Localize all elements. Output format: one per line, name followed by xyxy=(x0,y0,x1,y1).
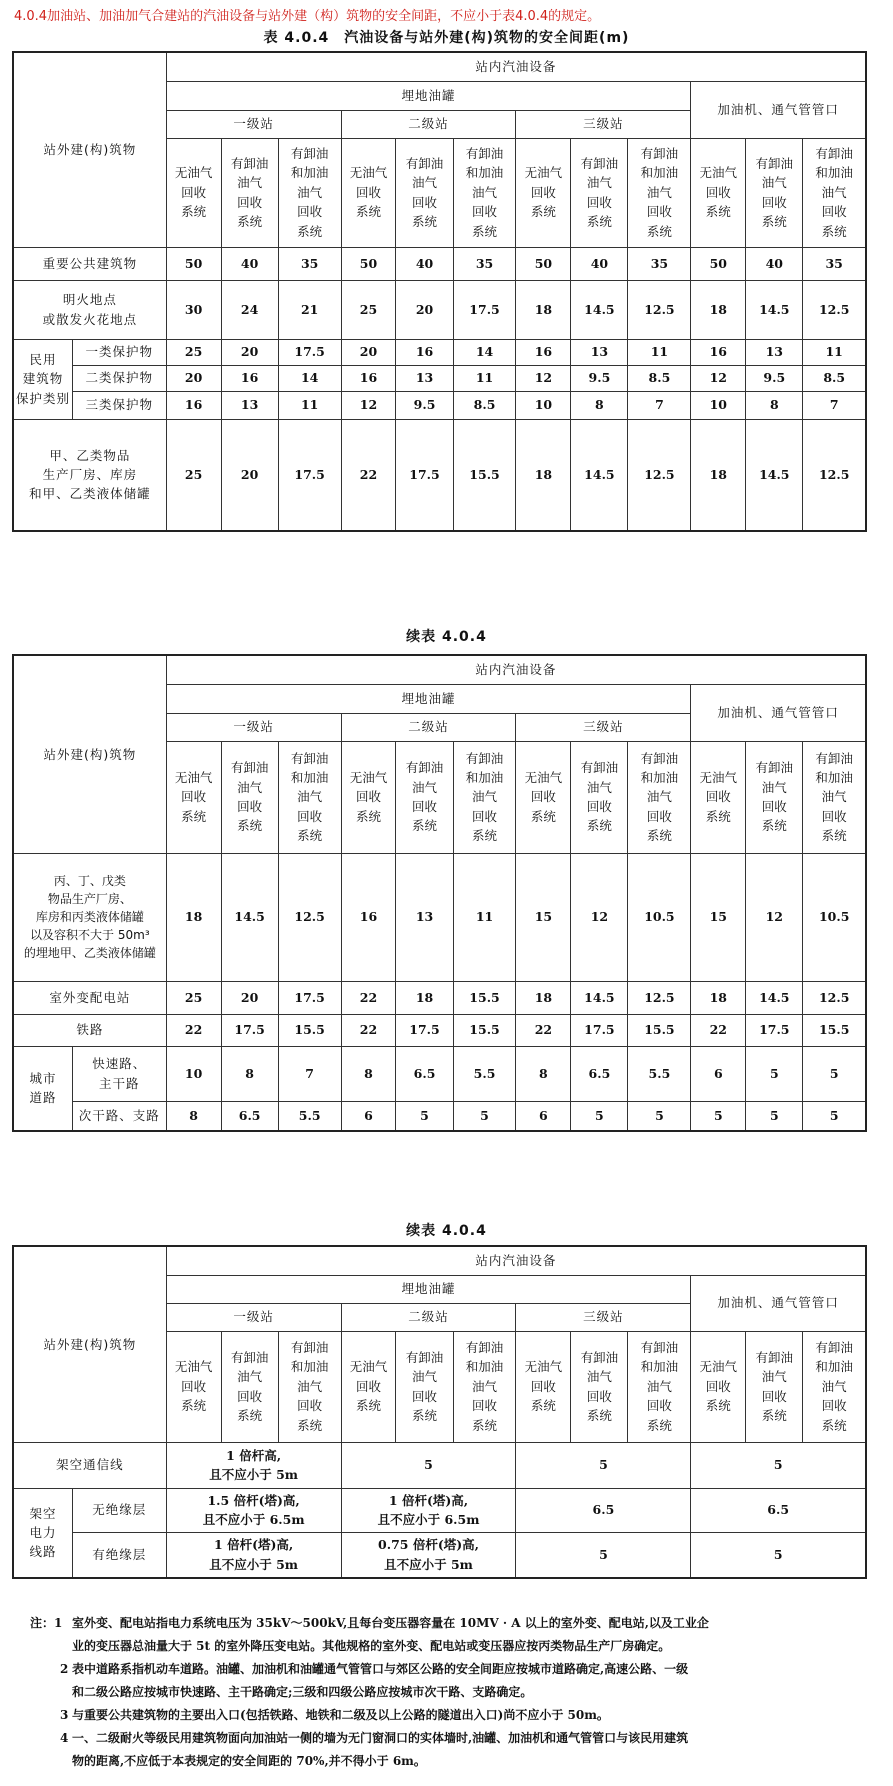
sub-header-c: 有卸油 和加油 油气 回收 系统 xyxy=(803,1331,866,1442)
value-cell: 17.5 xyxy=(453,280,516,339)
table2-caption: 续表 4.0.4 xyxy=(406,629,487,645)
header-grade2: 二级站 xyxy=(341,713,516,741)
sub-header-b: 有卸油 油气 回收 系统 xyxy=(396,138,453,247)
row-label: 甲、乙类物品 生产厂房、库房 和甲、乙类液体储罐 xyxy=(13,419,166,531)
value-cell: 6.5 xyxy=(221,1101,278,1131)
value-cell: 5 xyxy=(341,1442,516,1488)
table-row xyxy=(13,853,866,981)
sub-header-b: 有卸油 油气 回收 系统 xyxy=(221,1331,278,1442)
value-cell: 5.5 xyxy=(453,1046,516,1101)
value-cell: 11 xyxy=(628,339,691,365)
value-cell: 15.5 xyxy=(453,1014,516,1046)
value-cell: 17.5 xyxy=(221,1014,278,1046)
row-label: 室外变配电站 xyxy=(13,981,166,1014)
value-cell: 5 xyxy=(746,1101,803,1131)
value-cell: 25 xyxy=(166,339,221,365)
value-cell: 5 xyxy=(803,1046,866,1101)
sub-header-a: 无油气 回收 系统 xyxy=(166,138,221,247)
value-cell: 22 xyxy=(341,1014,396,1046)
header-outside: 站外建(构)筑物 xyxy=(13,655,166,853)
table-row xyxy=(13,339,866,365)
header-equipment: 站内汽油设备 xyxy=(166,655,866,684)
value-cell: 21 xyxy=(278,280,341,339)
note-item xyxy=(30,1704,870,1727)
value-cell: 6 xyxy=(341,1101,396,1131)
value-cell: 5 xyxy=(516,1442,691,1488)
table3 xyxy=(12,1245,867,1579)
sub-header-a: 无油气 回收 系统 xyxy=(691,1331,746,1442)
note-text: 室外变、配电站指电力系统电压为 35kV～500kV,且每台变压器容量在 10MV · A 以上的室外变、配电站,以及工业企 业的变压器总油量大于 5t 的室外降压变电站。其他规格的室外变、配电站或变压器应按丙类物品生产厂房确定。 xyxy=(72,1616,709,1653)
table-row xyxy=(13,1014,866,1046)
sub-header-a: 无油气 回收 系统 xyxy=(691,741,746,853)
value-cell: 50 xyxy=(341,247,396,280)
row-label: 明火地点 或散发火花地点 xyxy=(13,280,166,339)
value-cell: 1.5 倍杆(塔)高, 且不应小于 6.5m xyxy=(166,1488,341,1532)
value-cell: 40 xyxy=(746,247,803,280)
value-cell: 12.5 xyxy=(278,853,341,981)
value-cell: 12 xyxy=(746,853,803,981)
sub-header-b: 有卸油 油气 回收 系统 xyxy=(221,138,278,247)
value-cell: 13 xyxy=(746,339,803,365)
note-text: 与重要公共建筑物的主要出入口(包括铁路、地铁和二级及以上公路的隧道出入口)尚不应小于 50m。 xyxy=(72,1708,609,1722)
value-cell: 11 xyxy=(453,853,516,981)
value-cell: 8 xyxy=(221,1046,278,1101)
value-cell: 15.5 xyxy=(453,419,516,531)
value-cell: 13 xyxy=(221,391,278,419)
header-grade2: 二级站 xyxy=(341,1303,516,1331)
value-cell: 5 xyxy=(628,1101,691,1131)
value-cell: 15.5 xyxy=(278,1014,341,1046)
row-label: 三类保护物 xyxy=(72,391,166,419)
header-equipment: 站内汽油设备 xyxy=(166,1246,866,1275)
sub-header-b: 有卸油 油气 回收 系统 xyxy=(221,741,278,853)
value-cell: 18 xyxy=(516,280,571,339)
value-cell: 40 xyxy=(571,247,628,280)
value-cell: 16 xyxy=(341,853,396,981)
header-grade1: 一级站 xyxy=(166,110,341,138)
row-label: 铁路 xyxy=(13,1014,166,1046)
sub-header-b: 有卸油 油气 回收 系统 xyxy=(571,138,628,247)
value-cell: 25 xyxy=(166,419,221,531)
value-cell: 15 xyxy=(691,853,746,981)
value-cell: 11 xyxy=(453,365,516,391)
row-label: 架空通信线 xyxy=(13,1442,166,1488)
note-number: 4 xyxy=(60,1731,69,1745)
value-cell: 16 xyxy=(341,365,396,391)
header-grade1: 一级站 xyxy=(166,713,341,741)
value-cell: 5 xyxy=(396,1101,453,1131)
value-cell: 5 xyxy=(516,1532,691,1578)
sub-header-b: 有卸油 油气 回收 系统 xyxy=(571,1331,628,1442)
value-cell: 14.5 xyxy=(746,280,803,339)
header-grade1: 一级站 xyxy=(166,1303,341,1331)
sub-header-c: 有卸油 和加油 油气 回收 系统 xyxy=(628,1331,691,1442)
value-cell: 12 xyxy=(341,391,396,419)
value-cell: 5 xyxy=(691,1101,746,1131)
value-cell: 12.5 xyxy=(628,419,691,531)
sub-header-c: 有卸油 和加油 油气 回收 系统 xyxy=(278,138,341,247)
table-row xyxy=(13,1101,866,1131)
sub-header-a: 无油气 回收 系统 xyxy=(516,138,571,247)
value-cell: 7 xyxy=(278,1046,341,1101)
value-cell: 1 倍杆(塔)高, 且不应小于 5m xyxy=(166,1532,341,1578)
value-cell: 15 xyxy=(516,853,571,981)
value-cell: 18 xyxy=(396,981,453,1014)
value-cell: 12.5 xyxy=(803,419,866,531)
value-cell: 20 xyxy=(221,419,278,531)
value-cell: 7 xyxy=(803,391,866,419)
header-outside: 站外建(构)筑物 xyxy=(13,52,166,247)
value-cell: 5 xyxy=(691,1532,866,1578)
value-cell: 22 xyxy=(341,419,396,531)
sub-header-a: 无油气 回收 系统 xyxy=(341,138,396,247)
value-cell: 50 xyxy=(691,247,746,280)
sub-header-b: 有卸油 油气 回收 系统 xyxy=(746,1331,803,1442)
value-cell: 17.5 xyxy=(278,339,341,365)
value-cell: 6.5 xyxy=(396,1046,453,1101)
note-number: 注：1 xyxy=(30,1616,63,1630)
value-cell: 12.5 xyxy=(628,280,691,339)
value-cell: 8.5 xyxy=(803,365,866,391)
value-cell: 13 xyxy=(396,365,453,391)
table-row xyxy=(13,981,866,1014)
value-cell: 50 xyxy=(516,247,571,280)
header-grade3: 三级站 xyxy=(516,713,691,741)
value-cell: 18 xyxy=(691,981,746,1014)
value-cell: 5 xyxy=(691,1442,866,1488)
value-cell: 5 xyxy=(571,1101,628,1131)
row-label: 丙、丁、戊类 物品生产厂房、 库房和丙类液体储罐 以及容积不大于 50m³ 的埋地甲、乙类液体储罐 xyxy=(13,853,166,981)
note-number: 2 xyxy=(60,1662,69,1676)
value-cell: 6 xyxy=(691,1046,746,1101)
value-cell: 8 xyxy=(516,1046,571,1101)
value-cell: 14.5 xyxy=(746,419,803,531)
header-dispenser: 加油机、通气管管口 xyxy=(691,1275,866,1331)
value-cell: 1 倍杆高, 且不应小于 5m xyxy=(166,1442,341,1488)
note-text: 一、二级耐火等级民用建筑物面向加油站一侧的墙为无门窗洞口的实体墙时,油罐、加油机和通气管管口与该民用建筑 物的距离,不应低于本表规定的安全间距的 70%,并不得小于 6m。 xyxy=(72,1731,689,1768)
value-cell: 8 xyxy=(571,391,628,419)
sub-header-c: 有卸油 和加油 油气 回收 系统 xyxy=(628,741,691,853)
value-cell: 18 xyxy=(516,419,571,531)
table1-caption: 表 4.0.4 汽油设备与站外建(构)筑物的安全间距(m) xyxy=(263,30,630,46)
sub-header-b: 有卸油 油气 回收 系统 xyxy=(396,1331,453,1442)
value-cell: 10 xyxy=(516,391,571,419)
value-cell: 16 xyxy=(221,365,278,391)
row-label: 无绝缘层 xyxy=(72,1488,166,1532)
value-cell: 14.5 xyxy=(571,280,628,339)
table-row xyxy=(13,247,866,280)
value-cell: 1 倍杆(塔)高, 且不应小于 6.5m xyxy=(341,1488,516,1532)
value-cell: 14 xyxy=(453,339,516,365)
value-cell: 20 xyxy=(341,339,396,365)
value-cell: 14.5 xyxy=(746,981,803,1014)
value-cell: 25 xyxy=(166,981,221,1014)
table1 xyxy=(12,51,867,532)
value-cell: 10 xyxy=(166,1046,221,1101)
value-cell: 10.5 xyxy=(803,853,866,981)
group-label: 民用 建筑物 保护类别 xyxy=(13,339,72,419)
sub-header-b: 有卸油 油气 回收 系统 xyxy=(396,741,453,853)
value-cell: 0.75 倍杆(塔)高, 且不应小于 5m xyxy=(341,1532,516,1578)
table-row xyxy=(13,1488,866,1532)
value-cell: 12.5 xyxy=(803,280,866,339)
sub-header-a: 无油气 回收 系统 xyxy=(166,741,221,853)
value-cell: 8.5 xyxy=(453,391,516,419)
header-tank: 埋地油罐 xyxy=(166,1275,691,1303)
value-cell: 7 xyxy=(628,391,691,419)
value-cell: 14.5 xyxy=(221,853,278,981)
header-equipment: 站内汽油设备 xyxy=(166,52,866,81)
value-cell: 5 xyxy=(746,1046,803,1101)
header-outside: 站外建(构)筑物 xyxy=(13,1246,166,1442)
value-cell: 10.5 xyxy=(628,853,691,981)
value-cell: 20 xyxy=(221,981,278,1014)
value-cell: 12 xyxy=(516,365,571,391)
sub-header-c: 有卸油 和加油 油气 回收 系统 xyxy=(278,1331,341,1442)
value-cell: 8 xyxy=(341,1046,396,1101)
sub-header-a: 无油气 回收 系统 xyxy=(341,1331,396,1442)
value-cell: 6 xyxy=(516,1101,571,1131)
group-label: 架空 电力 线路 xyxy=(13,1488,72,1578)
value-cell: 5 xyxy=(453,1101,516,1131)
value-cell: 40 xyxy=(221,247,278,280)
value-cell: 14 xyxy=(278,365,341,391)
value-cell: 13 xyxy=(396,853,453,981)
value-cell: 18 xyxy=(516,981,571,1014)
value-cell: 6.5 xyxy=(691,1488,866,1532)
note-item xyxy=(30,1612,870,1658)
table-row xyxy=(13,1046,866,1101)
sub-header-c: 有卸油 和加油 油气 回收 系统 xyxy=(278,741,341,853)
sub-header-a: 无油气 回收 系统 xyxy=(516,1331,571,1442)
value-cell: 24 xyxy=(221,280,278,339)
table-row xyxy=(13,1442,866,1488)
table3-caption: 续表 4.0.4 xyxy=(406,1223,487,1239)
value-cell: 16 xyxy=(691,339,746,365)
value-cell: 17.5 xyxy=(746,1014,803,1046)
intro-text: 4.0.4加油站、加油加气合建站的汽油设备与站外建（构）筑物的安全间距，不应小于表4.0.4的规定。 xyxy=(14,9,601,24)
value-cell: 20 xyxy=(166,365,221,391)
value-cell: 25 xyxy=(341,280,396,339)
value-cell: 17.5 xyxy=(396,1014,453,1046)
sub-header-c: 有卸油 和加油 油气 回收 系统 xyxy=(803,741,866,853)
value-cell: 20 xyxy=(221,339,278,365)
note-item xyxy=(30,1658,870,1704)
value-cell: 17.5 xyxy=(278,981,341,1014)
value-cell: 11 xyxy=(803,339,866,365)
value-cell: 35 xyxy=(628,247,691,280)
header-grade3: 三级站 xyxy=(516,110,691,138)
sub-header-c: 有卸油 和加油 油气 回收 系统 xyxy=(453,138,516,247)
value-cell: 5.5 xyxy=(628,1046,691,1101)
row-label: 有绝缘层 xyxy=(72,1532,166,1578)
value-cell: 18 xyxy=(691,419,746,531)
note-number: 3 xyxy=(60,1708,69,1722)
value-cell: 11 xyxy=(278,391,341,419)
notes xyxy=(30,1612,870,1773)
header-grade2: 二级站 xyxy=(341,110,516,138)
value-cell: 15.5 xyxy=(803,1014,866,1046)
table-row xyxy=(13,1532,866,1578)
value-cell: 12 xyxy=(691,365,746,391)
header-dispenser: 加油机、通气管管口 xyxy=(691,81,866,138)
value-cell: 30 xyxy=(166,280,221,339)
value-cell: 9.5 xyxy=(396,391,453,419)
sub-header-b: 有卸油 油气 回收 系统 xyxy=(746,138,803,247)
table-row xyxy=(13,365,866,391)
sub-header-b: 有卸油 油气 回收 系统 xyxy=(571,741,628,853)
table-row xyxy=(13,419,866,531)
value-cell: 17.5 xyxy=(571,1014,628,1046)
sub-header-c: 有卸油 和加油 油气 回收 系统 xyxy=(628,138,691,247)
table2 xyxy=(12,654,867,1132)
value-cell: 18 xyxy=(166,853,221,981)
table-row xyxy=(13,280,866,339)
value-cell: 22 xyxy=(166,1014,221,1046)
value-cell: 9.5 xyxy=(746,365,803,391)
value-cell: 15.5 xyxy=(453,981,516,1014)
value-cell: 50 xyxy=(166,247,221,280)
sub-header-c: 有卸油 和加油 油气 回收 系统 xyxy=(453,741,516,853)
value-cell: 16 xyxy=(516,339,571,365)
value-cell: 12.5 xyxy=(803,981,866,1014)
value-cell: 35 xyxy=(453,247,516,280)
value-cell: 16 xyxy=(166,391,221,419)
row-label: 快速路、 主干路 xyxy=(72,1046,166,1101)
sub-header-b: 有卸油 油气 回收 系统 xyxy=(746,741,803,853)
sub-header-a: 无油气 回收 系统 xyxy=(341,741,396,853)
row-label: 二类保护物 xyxy=(72,365,166,391)
value-cell: 13 xyxy=(571,339,628,365)
group-label: 城市 道路 xyxy=(13,1046,72,1131)
value-cell: 18 xyxy=(691,280,746,339)
value-cell: 22 xyxy=(516,1014,571,1046)
sub-header-a: 无油气 回收 系统 xyxy=(516,741,571,853)
row-label: 一类保护物 xyxy=(72,339,166,365)
sub-header-c: 有卸油 和加油 油气 回收 系统 xyxy=(453,1331,516,1442)
value-cell: 9.5 xyxy=(571,365,628,391)
value-cell: 22 xyxy=(341,981,396,1014)
value-cell: 12 xyxy=(571,853,628,981)
sub-header-c: 有卸油 和加油 油气 回收 系统 xyxy=(803,138,866,247)
value-cell: 35 xyxy=(803,247,866,280)
value-cell: 6.5 xyxy=(516,1488,691,1532)
table-row xyxy=(13,391,866,419)
row-label: 重要公共建筑物 xyxy=(13,247,166,280)
header-tank: 埋地油罐 xyxy=(166,81,691,110)
value-cell: 8 xyxy=(166,1101,221,1131)
header-dispenser: 加油机、通气管管口 xyxy=(691,684,866,741)
value-cell: 20 xyxy=(396,280,453,339)
value-cell: 10 xyxy=(691,391,746,419)
header-grade3: 三级站 xyxy=(516,1303,691,1331)
value-cell: 16 xyxy=(396,339,453,365)
value-cell: 14.5 xyxy=(571,981,628,1014)
value-cell: 8 xyxy=(746,391,803,419)
value-cell: 5 xyxy=(803,1101,866,1131)
value-cell: 15.5 xyxy=(628,1014,691,1046)
note-item xyxy=(30,1727,870,1773)
value-cell: 35 xyxy=(278,247,341,280)
row-label: 次干路、支路 xyxy=(72,1101,166,1131)
value-cell: 6.5 xyxy=(571,1046,628,1101)
value-cell: 17.5 xyxy=(396,419,453,531)
value-cell: 22 xyxy=(691,1014,746,1046)
note-text: 表中道路系指机动车道路。油罐、加油机和油罐通气管管口与郊区公路的安全间距应按城市道路确定,高速公路、一级 和二级公路应按城市快速路、主干路确定;三级和四级公路应按城市次干路、支路确定。 xyxy=(72,1662,689,1699)
sub-header-a: 无油气 回收 系统 xyxy=(691,138,746,247)
sub-header-a: 无油气 回收 系统 xyxy=(166,1331,221,1442)
value-cell: 17.5 xyxy=(278,419,341,531)
value-cell: 8.5 xyxy=(628,365,691,391)
value-cell: 40 xyxy=(396,247,453,280)
header-tank: 埋地油罐 xyxy=(166,684,691,713)
value-cell: 12.5 xyxy=(628,981,691,1014)
value-cell: 14.5 xyxy=(571,419,628,531)
value-cell: 5.5 xyxy=(278,1101,341,1131)
